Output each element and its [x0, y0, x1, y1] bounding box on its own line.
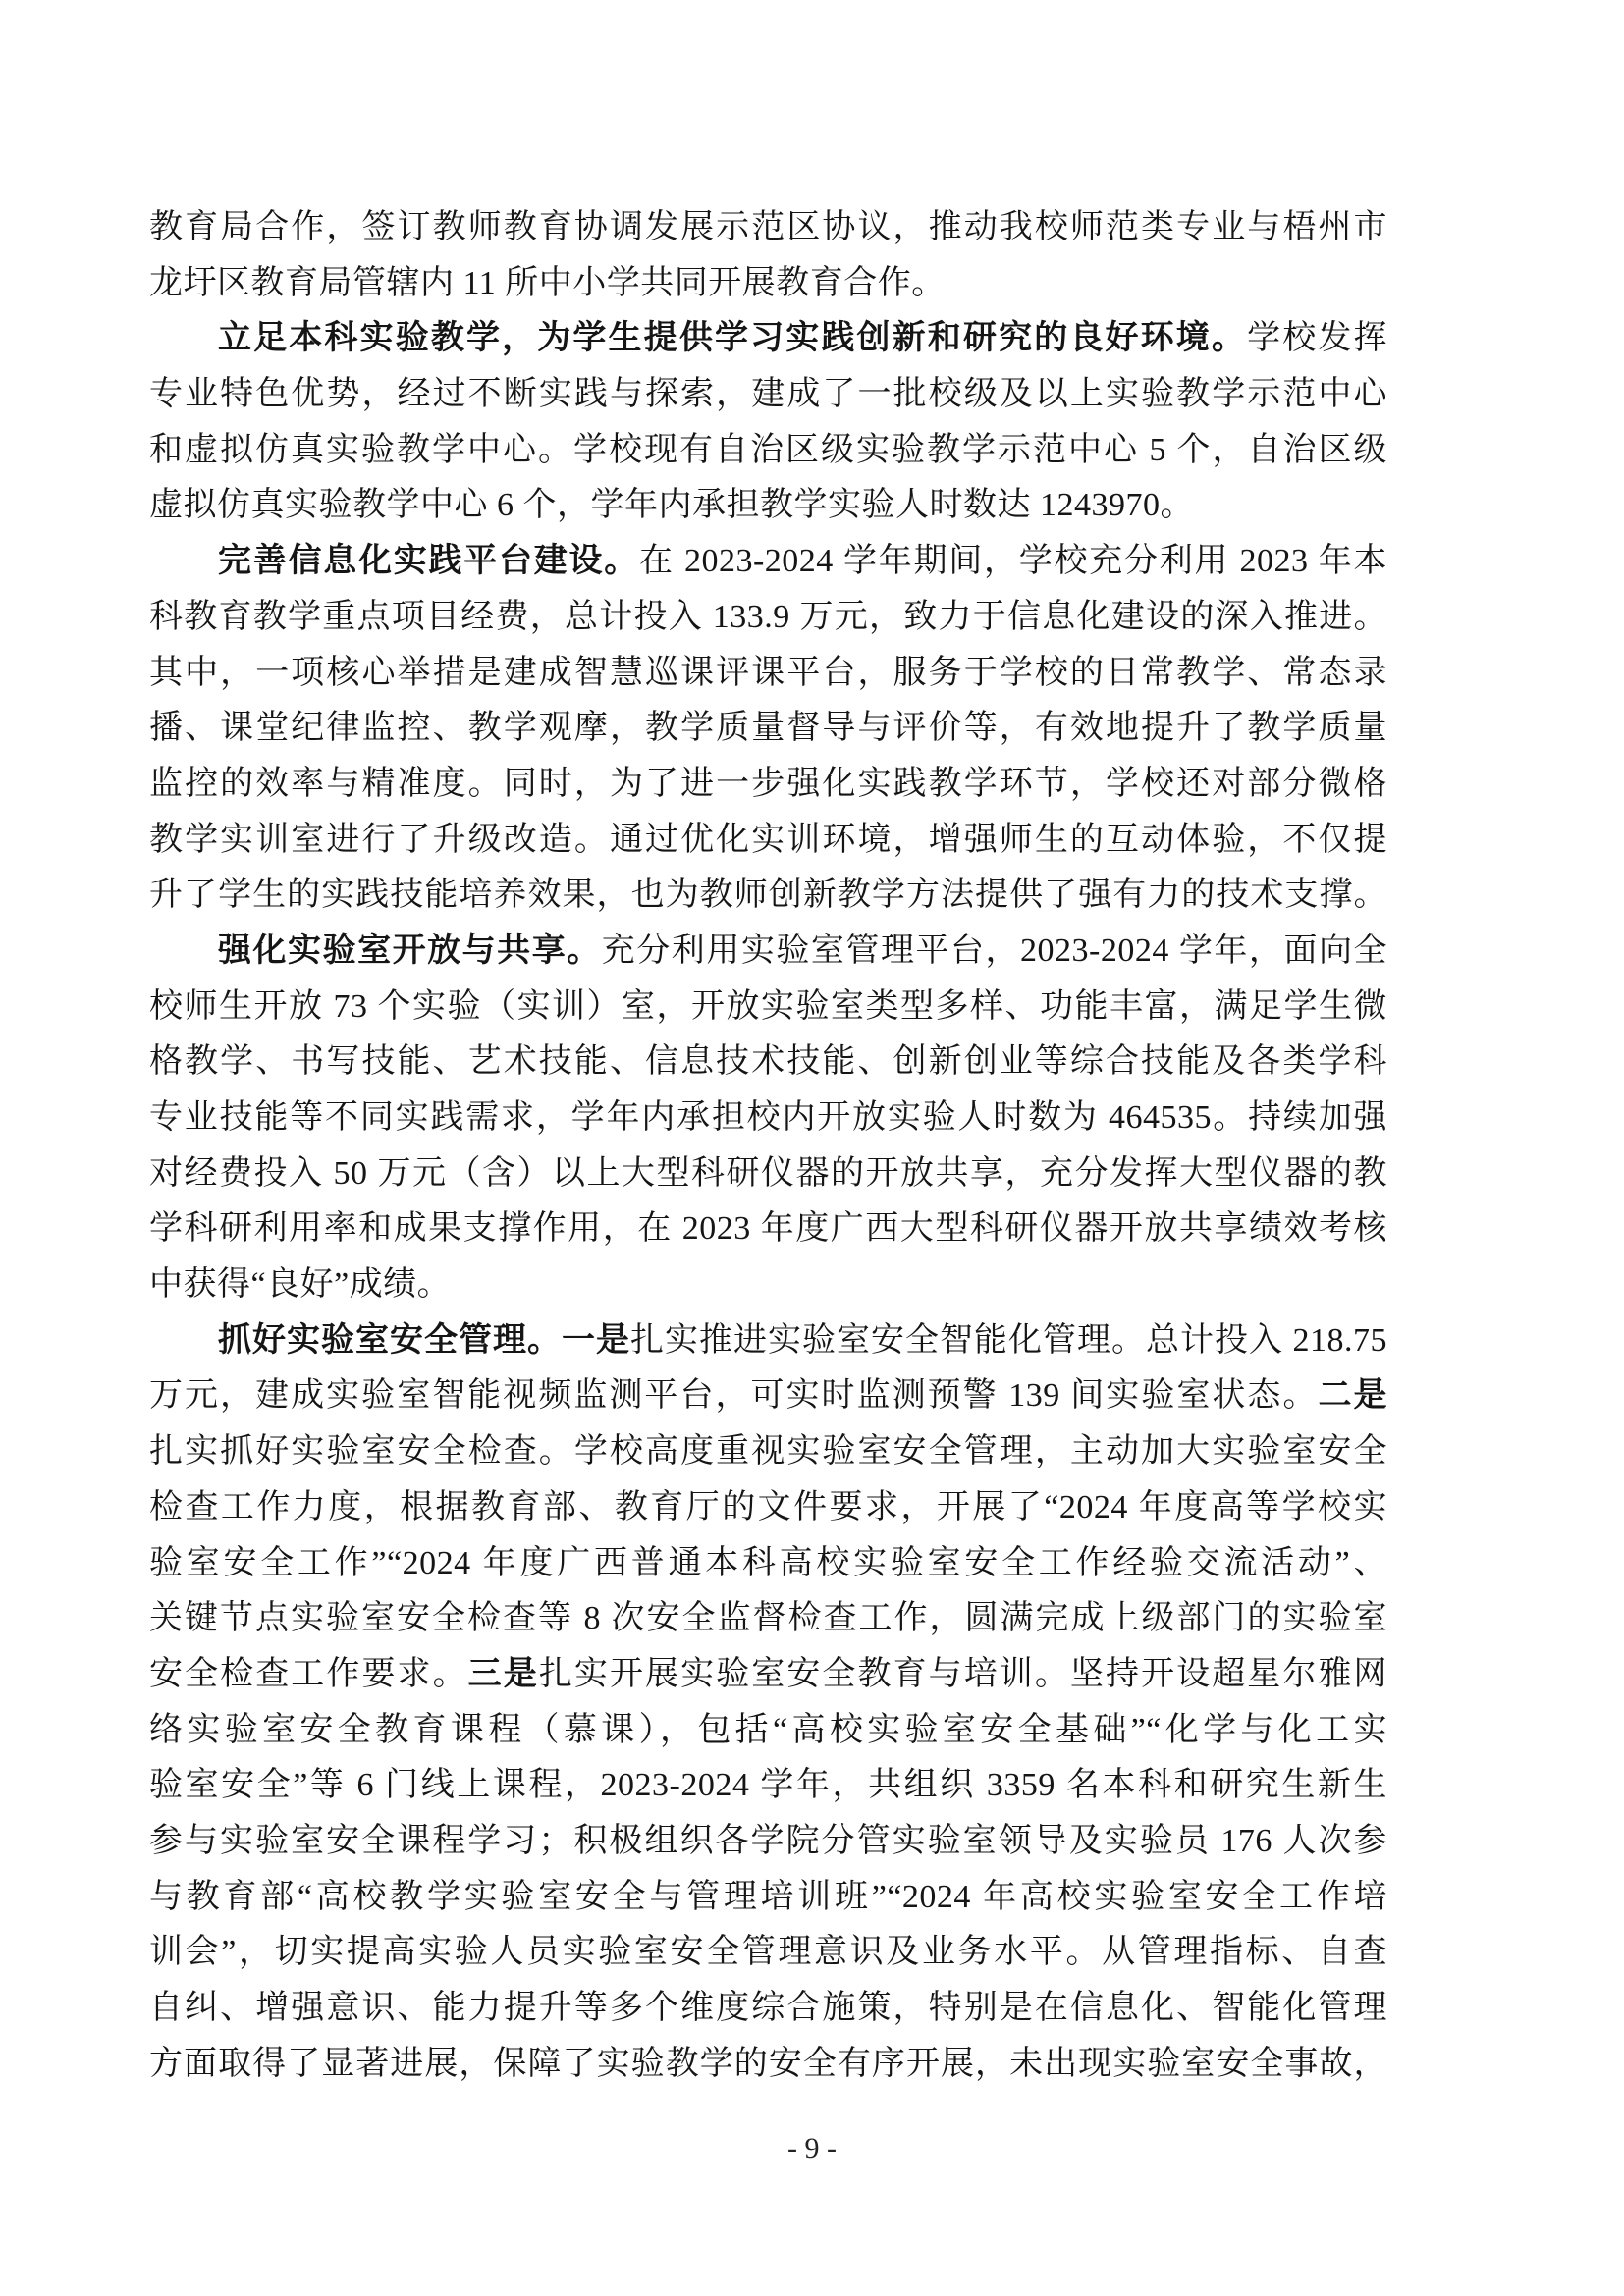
text-line: [149, 813, 1387, 869]
text-line: [149, 1201, 1387, 1257]
bold-lead-run: 强化实验室开放与共享。: [218, 932, 602, 969]
page-number: - 9 -: [787, 2132, 837, 2164]
text-run: 万元，建成实验室智能视频监测平台，可实时监测预警 139 间实验室状态。: [149, 1377, 1319, 1415]
text-line: [149, 423, 1387, 479]
text-line: [149, 1870, 1387, 1926]
text-run: 教学实训室进行了升级改造。通过优化实训环境，增强师生的互动体验，不仅提: [149, 821, 1387, 858]
text-run: 虚拟仿真实验教学中心 6 个，学年内承担教学实验人时数达 1243970。: [149, 487, 1194, 524]
text-run: 对经费投入 50 万元（含）以上大型科研仪器的开放共享，充分发挥大型仪器的教: [149, 1154, 1387, 1192]
text-run: 与教育部“高校教学实验室安全与管理培训班”“2024 年高校实验室安全工作培: [149, 1878, 1387, 1915]
text-run: 络实验室安全教育课程（慕课），包括“高校实验室安全基础”“化学与化工实: [149, 1711, 1387, 1748]
text-line: [149, 646, 1387, 702]
text-run: 其中，一项核心举措是建成智慧巡课评课平台，服务于学校的日常教学、常态录: [149, 654, 1387, 691]
text-line: [149, 924, 1387, 980]
text-run: 龙圩区教育局管辖内 11 所中小学共同开展教育合作。: [149, 264, 946, 301]
text-run: 学科研利用率和成果支撑作用，在 2023 年度广西大型科研仪器开放共享绩效考核: [149, 1210, 1387, 1248]
text-line: [149, 478, 1387, 534]
text-line: [149, 1925, 1387, 1981]
bold-lead-run: 完善信息化实践平台建设。: [218, 543, 639, 580]
text-line: [149, 1703, 1387, 1759]
text-run: 扎实开展实验室安全教育与培训。坚持开设超星尔雅网: [538, 1655, 1387, 1692]
para-information-practice-platform: [149, 534, 1387, 924]
text-line: [149, 1758, 1387, 1814]
text-line: [149, 1814, 1387, 1870]
text-line: [149, 367, 1387, 423]
text-run: 监控的效率与精准度。同时，为了进一步强化实践教学环节，学校还对部分微格: [149, 765, 1387, 802]
text-run: 训会”，切实提高实验人员实验室安全管理意识及业务水平。从管理指标、自查: [149, 1934, 1387, 1971]
text-run: 验室安全”等 6 门线上课程，2023-2024 学年，共组织 3359 名本科和研究生新生: [149, 1767, 1387, 1804]
para-undergraduate-experiment-teaching: [149, 311, 1387, 534]
text-line: [149, 200, 1387, 256]
text-run: 在 2023-2024 学年期间，学校充分利用 2023 年本: [638, 543, 1387, 580]
text-line: [149, 256, 1387, 312]
text-run: 中获得“良好”成绩。: [149, 1266, 452, 1304]
text-line: [149, 701, 1387, 757]
text-line: [149, 1424, 1387, 1480]
text-line: [149, 757, 1387, 813]
text-run: 专业特色优势，经过不断实践与探索，建成了一批校级及以上实验教学示范中心: [149, 376, 1387, 413]
text-line: [149, 980, 1387, 1036]
text-run: 关键节点实验室安全检查等 8 次安全监督检查工作，圆满完成上级部门的实验室: [149, 1600, 1387, 1637]
text-line: [149, 1591, 1387, 1647]
text-line: [149, 1647, 1387, 1703]
bold-lead-run: 二是: [1318, 1377, 1387, 1415]
text-line: [149, 1091, 1387, 1147]
text-line: [149, 1147, 1387, 1202]
text-run: 格教学、书写技能、艺术技能、信息技术技能、创新创业等综合技能及各类学科: [149, 1043, 1387, 1081]
document-body: [149, 200, 1387, 2092]
text-line: [149, 534, 1387, 590]
bold-lead-run: 立足本科实验教学，为学生提供学习实践创新和研究的良好环境。: [218, 320, 1248, 357]
text-line: [149, 1981, 1387, 2037]
text-run: 专业技能等不同实践需求，学年内承担校内开放实验人时数为 464535。持续加强: [149, 1099, 1387, 1136]
text-run: 升了学生的实践技能培养效果，也为教师创新教学方法提供了强有力的技术支撑。: [149, 877, 1387, 914]
text-line: [149, 2037, 1387, 2093]
bold-lead-run: 三是: [467, 1655, 539, 1692]
text-run: 教育局合作，签订教师教育协调发展示范区协议，推动我校师范类专业与梧州市: [149, 209, 1387, 245]
text-run: 参与实验室安全课程学习；积极组织各学院分管实验室领导及实验员 176 人次参: [149, 1822, 1387, 1859]
text-run: 安全检查工作要求。: [149, 1655, 468, 1692]
text-run: 方面取得了显著进展，保障了实验教学的安全有序开展，未出现实验室安全事故，: [149, 2045, 1387, 2082]
text-run: 学校发挥: [1247, 320, 1387, 357]
text-line: [149, 1368, 1387, 1424]
text-run: 扎实推进实验室安全智能化管理。总计投入 218.75: [630, 1321, 1387, 1359]
text-line: [149, 590, 1387, 646]
text-line: [149, 311, 1387, 367]
text-run: 自纠、增强意识、能力提升等多个维度综合施策，特别是在信息化、智能化管理: [149, 1990, 1387, 2026]
para-lab-opening-sharing: [149, 924, 1387, 1313]
text-line: [149, 1035, 1387, 1091]
text-run: 验室安全工作”“2024 年度广西普通本科高校实验室安全工作经验交流活动”、: [149, 1544, 1387, 1581]
text-run: 播、课堂纪律监控、教学观摩，教学质量督导与评价等，有效地提升了教学质量: [149, 710, 1387, 747]
text-run: 充分利用实验室管理平台，2023-2024 学年，面向全: [601, 932, 1387, 969]
text-line: [149, 1313, 1387, 1369]
text-run: 检查工作力度，根据教育部、教育厅的文件要求，开展了“2024 年度高等学校实: [149, 1488, 1387, 1525]
text-line: [149, 868, 1387, 924]
text-run: 科教育教学重点项目经费，总计投入 133.9 万元，致力于信息化建设的深入推进。: [149, 598, 1387, 635]
para-teacher-education-cooperation: [149, 200, 1387, 311]
text-run: 扎实抓好实验室安全检查。学校高度重视实验室安全管理，主动加大实验室安全: [149, 1433, 1387, 1470]
text-line: [149, 1480, 1387, 1536]
text-run: 和虚拟仿真实验教学中心。学校现有自治区级实验教学示范中心 5 个，自治区级: [149, 431, 1387, 468]
text-line: [149, 1536, 1387, 1592]
text-line: [149, 1257, 1387, 1313]
text-run: 校师生开放 73 个实验（实训）室，开放实验室类型多样、功能丰富，满足学生微: [149, 988, 1387, 1025]
para-lab-safety-management: [149, 1313, 1387, 2093]
bold-lead-run: 抓好实验室安全管理。一是: [218, 1321, 630, 1359]
